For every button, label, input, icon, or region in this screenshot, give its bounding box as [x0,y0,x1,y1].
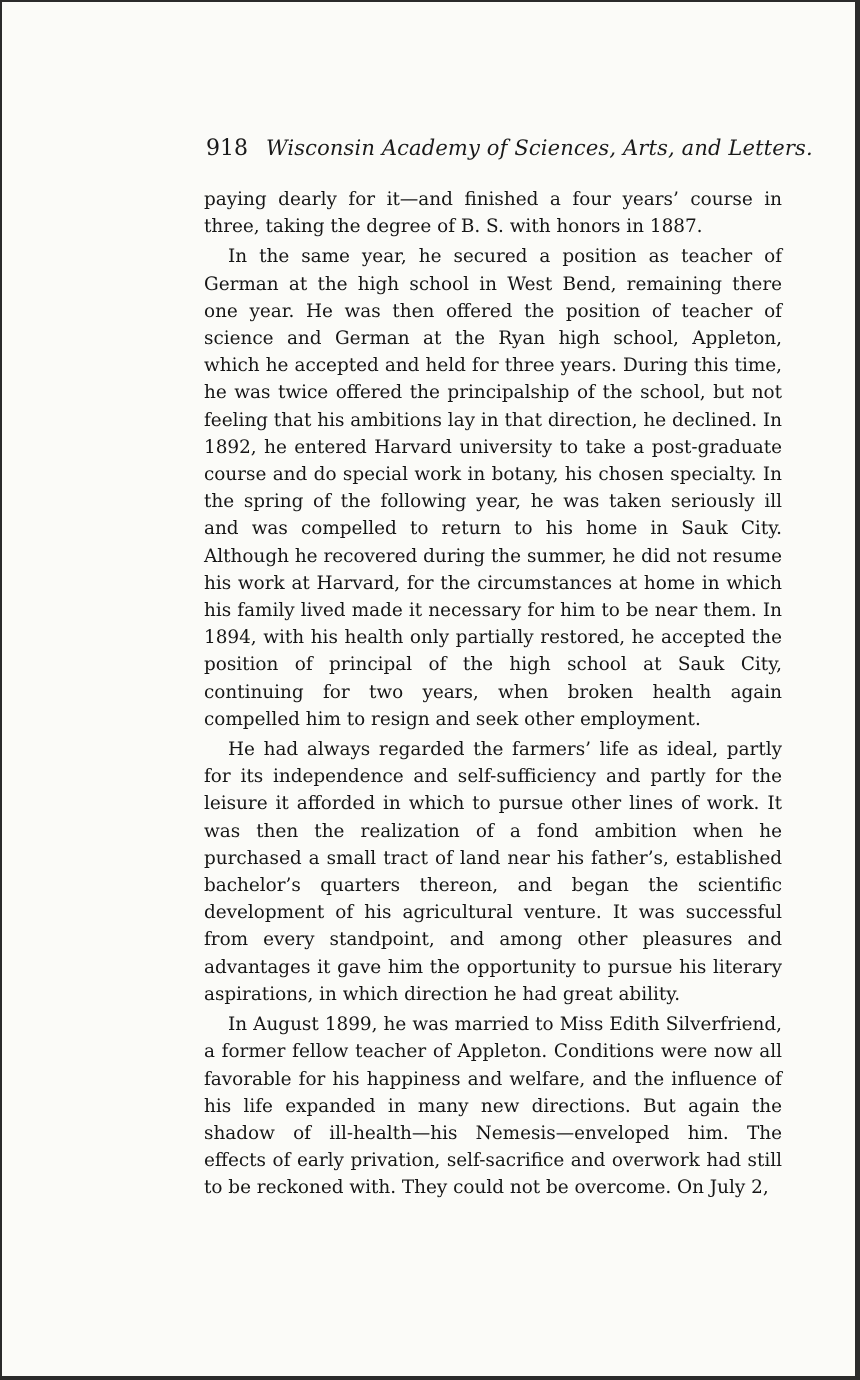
journal-title: Wisconsin Academy of Sciences, Arts, and Letters. [266,136,813,160]
paragraph-farming: He had always regarded the farmers’ life as ideal, partly for its independence and self-sufficiency and partly for the leisure it afforded in which to pursue other lines of work. It was then the realization of a fond ambition when he purchased a small tract of land near his father’s, established bachelor’s quarters thereon, and began the scientific development of his agricultural venture. It was successful from every standpoint, and among other pleasures and advantages it gave him the opportunity to pursue his literary aspirations, in which direction he had great ability. [204,739,782,1005]
book-page [2,2,855,1376]
paragraph-continued: paying dearly for it—and finished a four years’ course in three, taking the degree of B. S. with honors in 1887. [204,189,782,238]
page-number: 918 [206,136,248,161]
body-text [204,186,782,1202]
running-head [206,136,813,170]
paragraph-career: In the same year, he secured a position as teacher of German at the high school in West Bend, remaining there one year. He was then offered the position of teacher of science and German at the Ryan high school, Appleton, which he accepted and held for three years. During this time, he was twice offered the principalship of the school, but not feeling that his ambitions lay in that direction, he declined. In 1892, he entered Harvard university to take a post-graduate course and do special work in botany, his chosen specialty. In the spring of the following year, he was taken seriously ill and was compelled to return to his home in Sauk City. Although he recovered during the summer, he did not resume his work at Harvard, for the circumstances at home in which his family lived made it necessary for him to be near them. In 1894, with his health only partially restored, he accepted the position of principal of the high school at Sauk City, continuing for two years, when broken health again compelled him to resign and seek other employment. [204,246,782,730]
paragraph-marriage: In August 1899, he was married to Miss Edith Silverfriend, a former fellow teacher of Appleton. Conditions were now all favorable for his happiness and welfare, and the influence of his life expanded in many new directions. But again the shadow of ill-health—his Nemesis—enveloped him. The effects of early privation, self-sacrifice and overwork had still to be reckoned with. They could not be overcome. On July 2, [204,1014,782,1199]
